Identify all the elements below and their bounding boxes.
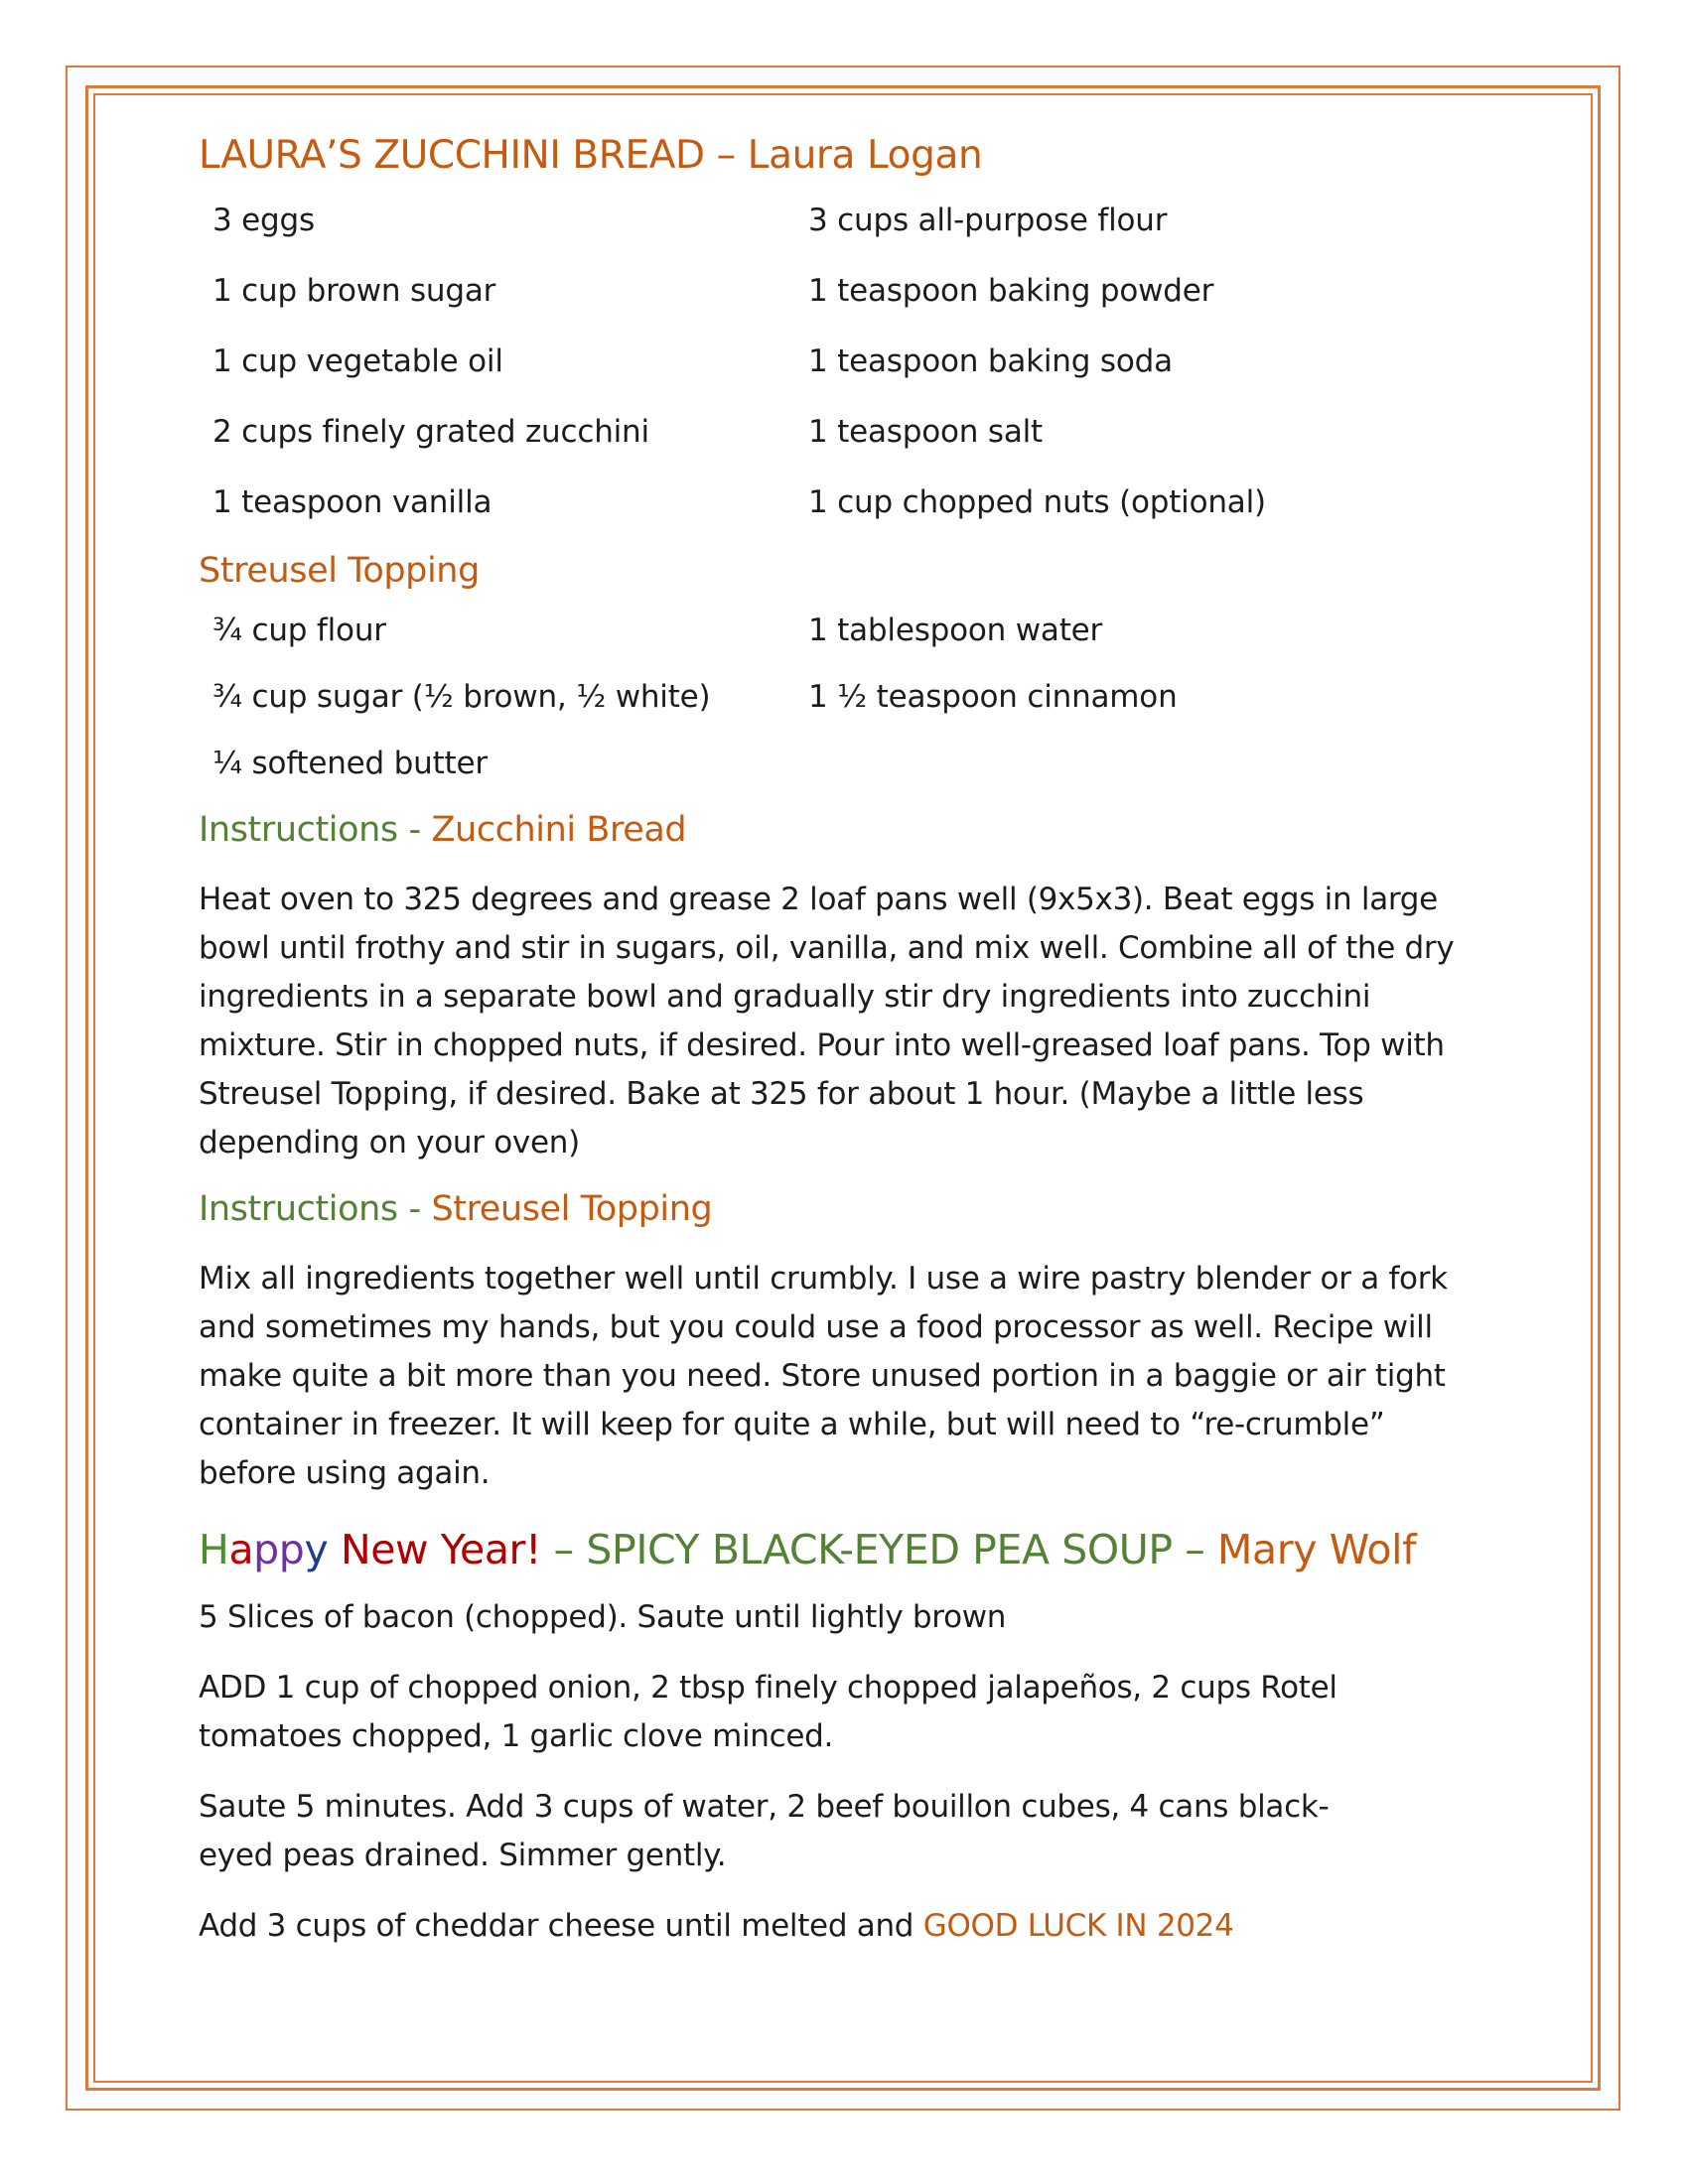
ingredient-item: 1 teaspoon baking powder — [808, 273, 1214, 309]
topping-item-empty — [808, 742, 1464, 808]
greeting-letter: y — [304, 1526, 329, 1573]
soup-step-final — [199, 1902, 1489, 1951]
recipe1-author: Laura Logan — [747, 133, 983, 178]
ingredient-item: 1 teaspoon vanilla — [212, 484, 492, 520]
recipe2-author: Mary Wolf — [1217, 1526, 1417, 1573]
ingredient-item: 1 teaspoon salt — [808, 414, 1043, 450]
good-luck-text: GOOD LUCK IN 2024 — [922, 1908, 1234, 1944]
topping-grid — [199, 609, 1489, 808]
soup-step: Saute 5 minutes. Add 3 cups of water, 2 beef bouillon cubes, 4 cans black-eyed peas drained. Simmer gently. — [199, 1789, 1330, 1873]
topping-heading: Streusel Topping — [199, 551, 480, 591]
ingredient-item: 1 cup chopped nuts (optional) — [808, 484, 1266, 520]
greeting-new-year: New Year! — [328, 1526, 542, 1573]
ingredient-item: 3 cups all-purpose flour — [808, 203, 1168, 238]
recipe1-name: LAURA’S ZUCCHINI BREAD — [199, 133, 705, 178]
instructions-label: Instructions - — [199, 1189, 432, 1229]
instructions-topping-heading — [199, 1183, 1489, 1235]
topping-item: ¾ cup sugar (½ brown, ½ white) — [212, 679, 711, 715]
ingredients-grid — [199, 199, 1489, 551]
ingredient-item: 1 teaspoon baking soda — [808, 343, 1173, 379]
instructions-subject: Zucchini Bread — [431, 810, 687, 850]
ingredient-item: 1 cup brown sugar — [212, 273, 496, 309]
topping-item: 1 ½ teaspoon cinnamon — [808, 679, 1178, 715]
topping-item: ¾ cup flour — [212, 613, 386, 648]
instructions-bread-heading — [199, 804, 1489, 856]
recipe2-title — [199, 1520, 1489, 1579]
ingredient-item: 2 cups finely grated zucchini — [212, 414, 649, 450]
soup-step: 5 Slices of bacon (chopped). Saute until lightly brown — [199, 1599, 1007, 1635]
soup-step: ADD 1 cup of chopped onion, 2 tbsp finely chopped jalapeños, 2 cups Rotel tomatoes chopped, 1 garlic clove minced. — [199, 1670, 1337, 1754]
recipe2-name: – SPICY BLACK-EYED PEA SOUP – — [541, 1526, 1218, 1573]
instructions-topping-text: Mix all ingredients together well until crumbly. I use a wire pastry blender or a fork and sometimes my hands, but you could use a food processor as well. Recipe will make quite a bit more than you need. Store unused portion in a baggie or air tight container in freezer. It will keep for quite a while, but will need to “re-crumble” before using again. — [199, 1261, 1448, 1491]
topping-item: ¼ softened butter — [212, 746, 488, 781]
topping-item: 1 tablespoon water — [808, 613, 1103, 648]
instructions-bread-text: Heat oven to 325 degrees and grease 2 loaf pans well (9x5x3). Beat eggs in large bowl until frothy and stir in sugars, oil, vanilla, and mix well. Combine all of the dry ingredients in a separate bowl and gradually stir dry ingredients into zucchini mixture. Stir in chopped nuts, if desired. Pour into well-greased loaf pans. Top with Streusel Topping, if desired. Bake at 325 for about 1 hour. (Maybe a little less depending on your oven) — [199, 882, 1455, 1160]
final-step-text: Add 3 cups of cheddar cheese until melted and — [199, 1908, 923, 1944]
greeting-letter: H — [199, 1526, 229, 1573]
greeting-letter: a — [228, 1526, 254, 1573]
recipe1-title — [199, 127, 1489, 185]
title-separator: – — [704, 133, 748, 178]
ingredient-item: 3 eggs — [212, 203, 315, 238]
instructions-label: Instructions - — [199, 810, 432, 850]
greeting-letter: pp — [253, 1526, 305, 1573]
ingredient-item: 1 cup vegetable oil — [212, 343, 503, 379]
instructions-subject: Streusel Topping — [431, 1189, 713, 1229]
recipe-page — [199, 127, 1489, 1951]
